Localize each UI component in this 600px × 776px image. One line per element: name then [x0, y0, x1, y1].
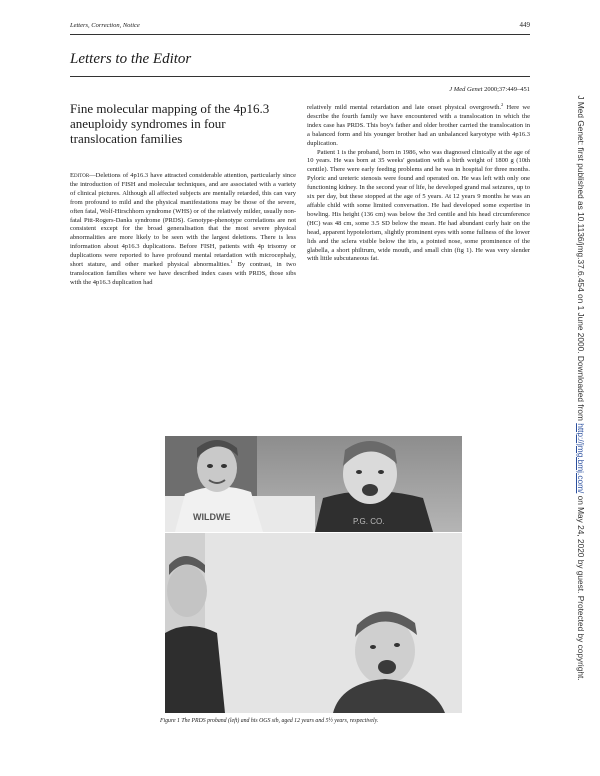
journal-link[interactable]: http://jmg.bmj.com/ — [576, 423, 586, 494]
intro-paragraph: Editor—Deletions of 4p16.3 have attracted considerable attention, particularly since the introduction of FISH and molecular techniques, and are associated with a variety of clinical pictures. Although all affected subjects are mentally retarded, this can vary from profound to mild and the physical manifestations may be those of the severe, often fatal, Wolf-Hirschhorn syndrome (WHS) or of the relatively milder, usually non-fatal Pitt-Rogers-Danks syndrome (PRDS). Genotype-phenotype correlations are not consistent except for the broad generalisation that the most severe physical abnormalities are more likely to be seen with the largest deletions. There is less information about 4p16.3 duplications. Before FISH, patients with 4p trisomy or duplications were reported to have profound mental retardation with microcephaly, short stature, and other marked physical abnormalities.$^1$ By contrast, in two translocation families where we have described index cases with PRDS, those sibs with the 4p16.3 duplication had — [70, 172, 297, 286]
section-title: Letters to the Editor — [70, 51, 192, 67]
figure-photo-bottom — [165, 533, 462, 713]
editor-lead: Editor — [70, 172, 90, 179]
shirt-print-wildwe: WILDWE — [193, 512, 231, 522]
page-number: 449 — [519, 21, 530, 29]
right-column — [307, 101, 530, 264]
citation-details: 2000;37:449–451 — [484, 86, 530, 93]
journal-name: J Med Genet — [449, 86, 483, 93]
continued-paragraph: relatively mild mental retardation and late onset physical overgrowth.$^2$ Here we describe the fourth family we have encountered with a translocation in which the index case has PRDS. This boy's father and older brother carried the translocation in a balanced form and his younger brother had an unbalanced karyotype with 4p16.3 duplication. — [307, 101, 530, 147]
copyright-sidebar: J Med Genet: first published as 10.1136/jmg.37.6.454 on 1 June 2000. Downloaded from http://jmg.bmj.com/ on May 24, 2020 by guest. Protected by copyright. — [576, 95, 586, 681]
patient-1-paragraph: Patient 1 is the proband, born in 1986, who was diagnosed clinically at the age of 10 years. He was born at 35 weeks' gestation with a birth weight of 1800 g (10th centile). There were early feeding problems and he was in hospital for three months. Pyloric and ureteric stenosis were found and operated on. He was left with only one functioning kidney. In the second year of life, he developed grand mal seizures, up to six per day, but these stopped at the age of 5 years. At 12 years 9 months he was an affable child with some limited conversation. He had developed some expertise in bowling. His height (136 cm) was below the 3rd centile and his head circumference (HC) was 48 cm, some 3.5 SD below the mean. He had abundant curly hair on the head, apparent hypotelorism, slightly prominent eyes with some fullness of the lower lids and the sclera visible below the iris, a pointed nose, some prominence of the glabella, a short philtrum, wide mouth, and small chin (fig 1). He was very slender with little subcutaneous fat. — [307, 148, 530, 263]
left-column — [70, 172, 296, 288]
article-title: Fine molecular mapping of the 4p16.3 aneuploidy syndromes in four translocation families — [70, 101, 270, 146]
figure-photo-top — [165, 436, 462, 532]
figure-caption: Figure 1 The PRDS proband (left) and his OGS sib, aged 12 years and 5½ years, respectively. — [160, 718, 379, 724]
shirt-print-pgco: P.G. CO. — [353, 517, 385, 526]
header-rule — [70, 34, 530, 35]
reference-marker: 2 — [501, 101, 504, 107]
reference-marker: 1 — [230, 258, 233, 264]
running-head: Letters, Correction, Notice — [70, 22, 140, 29]
section-rule — [70, 76, 530, 77]
journal-citation — [449, 86, 530, 93]
